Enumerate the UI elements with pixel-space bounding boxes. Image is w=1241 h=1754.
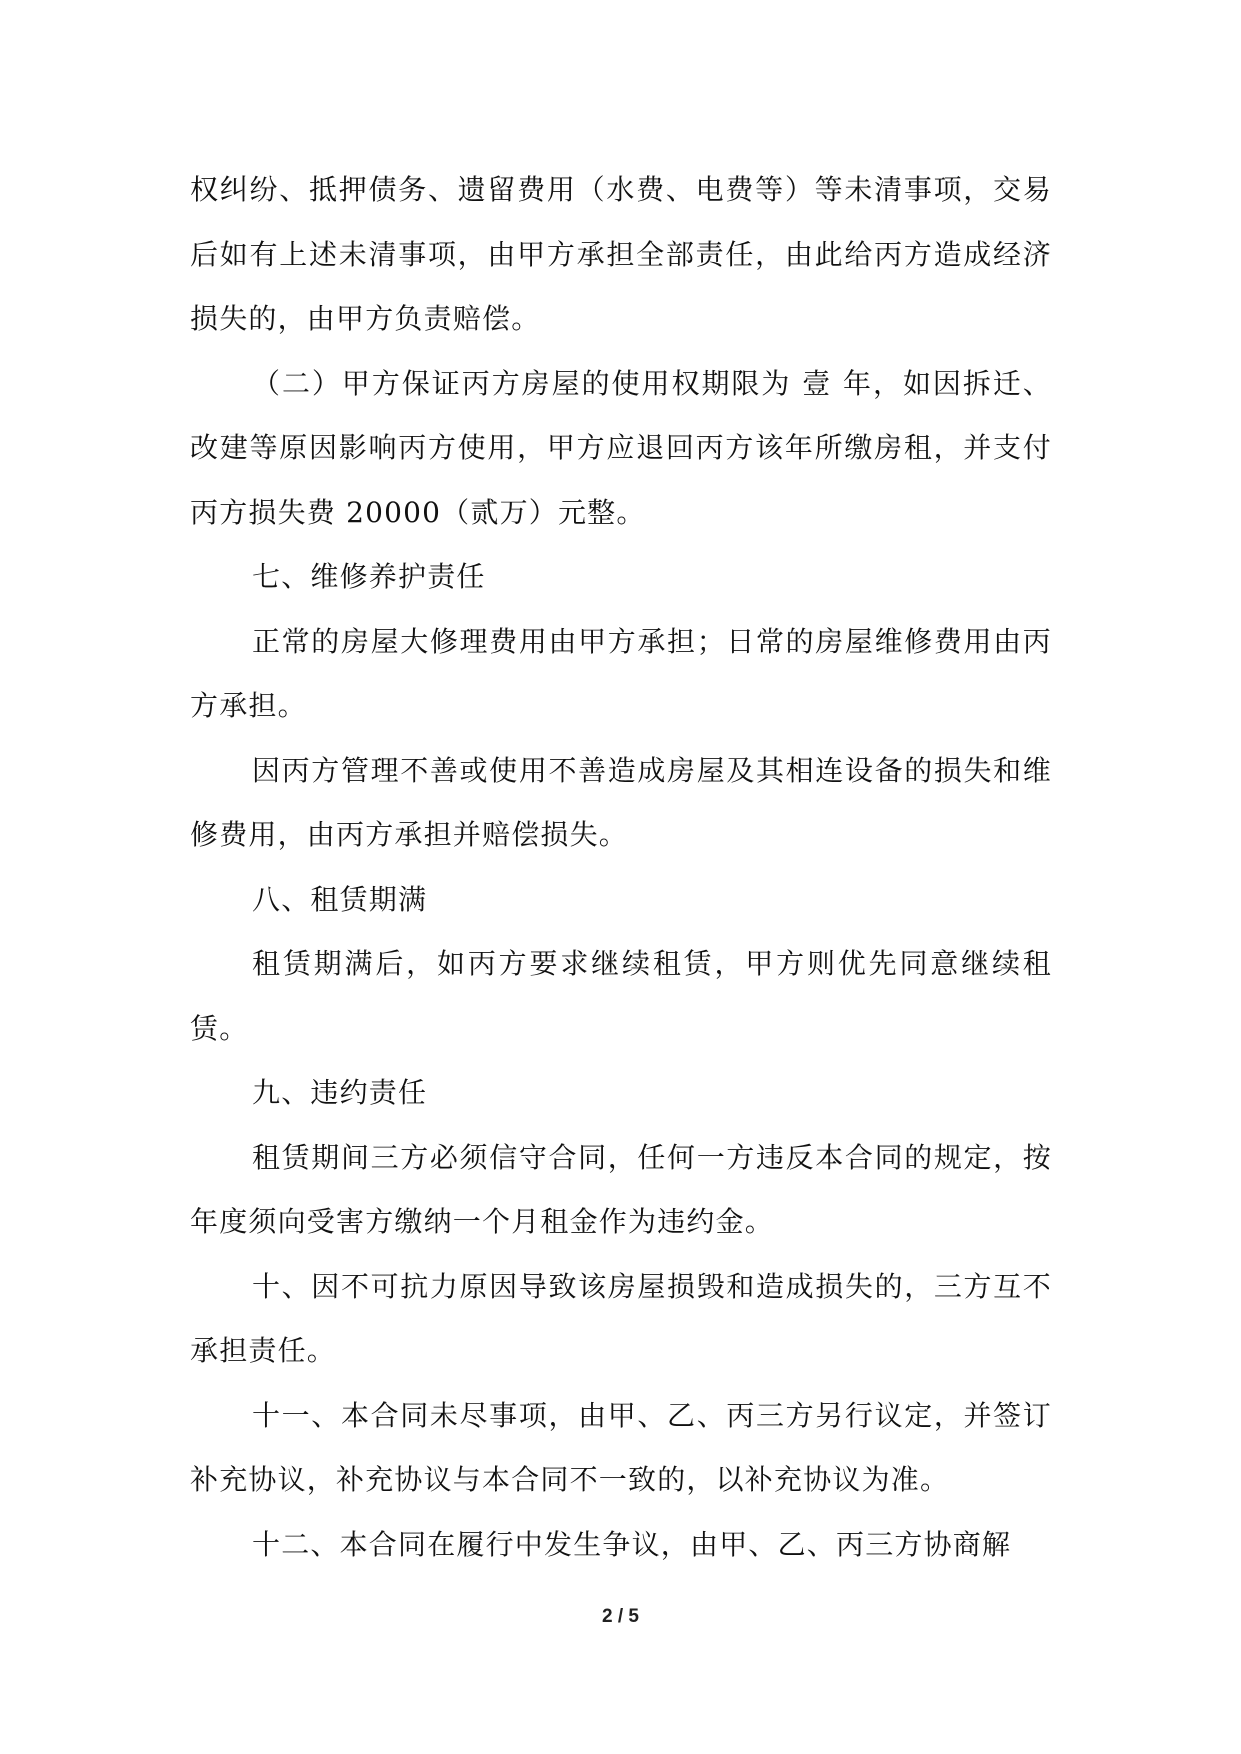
section-10: 十、因不可抗力原因导致该房屋损毁和造成损失的，三方互不承担责任。 (190, 1269, 1052, 1367)
paragraph-4: 因丙方管理不善或使用不善造成房屋及其相连设备的损失和维修费用，由丙方承担并赔偿损失。 (190, 753, 1052, 851)
paragraph-1: 权纠纷、抵押债务、遗留费用（水费、电费等）等未清事项，交易后如有上述未清事项，由甲方承担全部责任，由此给丙方造成经济损失的，由甲方负责赔偿。 (190, 173, 1052, 335)
section-12: 十二、本合同在履行中发生争议，由甲、乙、丙三方协商解 (252, 1527, 1012, 1561)
section-11: 十一、本合同未尽事项，由甲、乙、丙三方另行议定，并签订补充协议，补充协议与本合同不一致的，以补充协议为准。 (190, 1398, 1052, 1496)
section-heading-7: 七、维修养护责任 (252, 560, 486, 593)
paragraph-5: 租赁期满后，如丙方要求继续租赁，甲方则优先同意继续租赁。 (190, 947, 1052, 1045)
paragraph-2: （二）甲方保证丙方房屋的使用权期限为 壹 年，如因拆迁、改建等原因影响丙方使用，甲方应退回丙方该年所缴房租，并支付丙方损失费 20000（贰万）元整。 (190, 366, 1052, 529)
paragraph-6: 租赁期间三方必须信守合同，任何一方违反本合同的规定，按年度须向受害方缴纳一个月租金作为违约金。 (190, 1140, 1052, 1238)
section-heading-8: 八、租赁期满 (252, 882, 428, 916)
page-number: 2 / 5 (602, 1606, 639, 1627)
paragraph-3: 正常的房屋大修理费用由甲方承担；日常的房屋维修费用由丙方承担。 (190, 624, 1052, 722)
document-body (190, 158, 1052, 1577)
section-heading-9: 九、违约责任 (252, 1076, 428, 1109)
